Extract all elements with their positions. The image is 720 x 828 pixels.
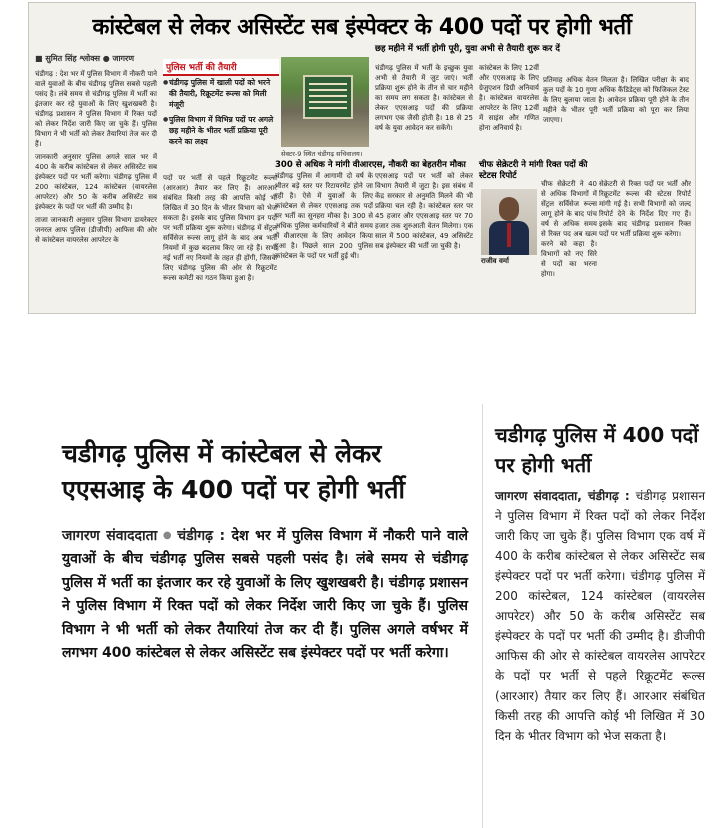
bullet-item: ● पुलिस विभाग में विभिन्न पदों पर अगले छह महीने के भीतर भर्ती प्रक्रिया पूरी करने का लक्ष्य [163, 114, 275, 147]
right-headline: चडीगढ़ पुलिस में 400 पदों पर होगी भर्ती [495, 423, 699, 477]
middle-headline: चडीगढ़ पुलिस में कांस्टेबल से लेकर एएसआइ के 400 पदों पर होगी भर्ती [62, 439, 405, 504]
top-column-7: कांस्टेबल के लिए 12वीं और एएसआइ के लिए ग्रेजुएशन डिग्री अनिवार्य है। कांस्टेबल वायरलेस आपरेटर के लिए 12वीं में साइंस और गणित होना अनिवार्य है। [479, 64, 539, 132]
secretariat-photo [281, 57, 369, 147]
top-headline: कांस्टेबल से लेकर असिस्टेंट सब इंस्पेक्टर के 400 पदों पर होगी भर्ती [92, 15, 632, 40]
top-column-9: सेक्रेटरी से रिक्त पदों पर भर्ती और रिक्रूटमेंट रूल्स की स्टेटस रिपोर्ट मांगी गई है। सभी विभागों को जल्द रिपोर्ट देने के निर्देश दिए गए हैं। इसके बाद चंडीगढ़ प्रशासन रिक्त पदों पर भर्ती प्रक्रिया शुरू करेगा। [599, 180, 691, 238]
top-col1-para: ताजा जानकारी अनुसार पुलिस विभाग डायरेक्टर जनरल आफ पुलिस (डीजीपी) आफिस की ओर से कांस्टेबल वायरलेस आपरेटर के [35, 216, 157, 244]
middle-place: चंडीगढ़ : [177, 527, 226, 544]
highlight-bullets [163, 77, 275, 151]
bullet-item: ● चंडीगढ़ पुलिस में खाली पदों को भरने की तैयारी, रिक्रूटमेंट रूल्स को मिली मंजूरी [163, 77, 275, 110]
person-head [499, 197, 519, 221]
right-body-text: चंडीगढ़ प्रशासन ने पुलिस विभाग में रिक्त पदों को लेकर निर्देश जारी किए जा चुके हैं। पुलिस विभाग एक वर्ष में 400 के करीब कांस्टेबल से लेकर असिस्टेंट सब इंस्पेक्टर पदों पर भर्ती करेगा। चंडीगढ़ पुलिस में 200 कांस्टेबल, 124 कांस्टेबल (वायरलेस आपरेटर) और 50 के करीब असिस्टेंट सब इंस्पेक्टर के पदों पर भर्ती की उम्मीद है। डीजीपी आफिस की ओर से कांस्टेबल वायरलेस आपरेटर के पदों पर भर्ती से पहले रिक्रूटमेंट रूल्स (आरआर) तैयार कर लिए हैं। आरआर संबंधित किसी तरह की आपत्ति कोई भी लिखित में 30 दिन के भीतर विभाग को भेज सकता है। [495, 489, 705, 743]
middle-body-text: देश भर में पुलिस विभाग में नौकरी पाने वाले युवाओं के बीच चंडीगढ़ पुलिस सबसे पहली पसंद है। लंबे समय से चंडीगढ़ पुलिस में भर्ती का इंतजार कर रहे युवाओं के लिए खुशखबरी है। चंडीगढ़ प्रशासन ने पुलिस विभाग में रिक्त पदों को लेकर निर्देश जारी किए जा चुके हैं। पुलिस विभाग ने भी भर्ती को लेकर तैयारियां तेज कर दी हैं। पुलिस अगले वर्षभर में लगभग 400 कांस्टेबल से लेकर असिस्टेंट सब इंस्पेक्टर पदों पर भर्ती करेगा। [62, 527, 469, 662]
right-body [483, 480, 715, 746]
person-photo [481, 189, 537, 255]
subheading-chief-secretary: चीफ सेक्रेटरी ने मांगी रिक्त पदों की स्टेटस रिपोर्ट [479, 160, 588, 181]
top-column-4: एएसआइ पदों पर भर्ती को लेकर विभाग तैयारी में जुटा है। इस संबंध में केंद्र सरकार से अनुमति मिलने की भी प्रक्रिया चल रही है। कांस्टेबल स्तर पर 45 हजार और एएसआइ स्तर पर 70 हजार तक शुरुआती वेतन मिलेगा। एक साल में 500 कांस्टेबल, 49 असिस्टेंट सब इंस्पेक्टर की भर्ती जा चुकी है। [375, 172, 473, 250]
person-tie [507, 223, 511, 247]
top-column-6: चंडीगढ़ पुलिस में भर्ती के इच्छुक युवा अभी से तैयारी में जुट जाएं। भर्ती प्रक्रिया शुरू होने के तीन से चार महीने का समय लग सकता है। कांस्टेबल से लेकर एएसआइ पदों की प्रक्रिया लगभग एक जैसी होती है। 18 से 25 वर्ष के युवा आवेदन कर सकेंगे। [375, 64, 473, 132]
top-column-8: चीफ सेक्रेटरी ने 40 से अधिक विभागों में सेंट्रल सर्विसेज रूल्स लागू होने के बाद पांच वर्ष से अधिक समय से रिक्त पद अब खत्म करने को कहा है। विभागों को नए सिरे से पदों का भरना होगा। [541, 180, 597, 278]
top-news-clipping [28, 2, 696, 314]
top-column-3: चंडीगढ़ पुलिस में आगामी दो वर्ष के भीतर बड़े स्तर पर रिटायरमेंट होने जा रही है। ऐसे में युवाओं के लिए कांस्टेबल से लेकर एएसआइ तक पदों पर भर्ती का सुनहरा मौका है। 300 से अधिक पुलिस कर्मचारियों ने बीते समय में वीआरएस के लिए आवेदन किया हुआ है। पिछले साल 200 पुलिस कांस्टेबल के पदों पर भर्ती हुई थी। [275, 172, 373, 260]
right-news-clipping [482, 404, 715, 828]
dot-separator-icon: ● [161, 530, 174, 541]
building-sign-icon [303, 75, 353, 119]
top-byline: ■ सुमित सिंह श्लोक्स ● जागरण [35, 54, 135, 63]
person-name: राजीव वर्मा [481, 257, 509, 265]
photo-caption: सेक्टर-9 स्थित चंडीगढ़ सचिवालय। [281, 150, 363, 158]
middle-news-clipping [58, 420, 472, 780]
subheading-six-months: छह महीने में भर्ती होगी पूरी, युवा अभी से तैयारी शुरू कर दें [375, 44, 560, 54]
middle-byline: जागरण संवाददाता [62, 527, 158, 544]
middle-body [58, 524, 472, 666]
right-byline: जागरण संवाददाता, चंडीगढ़ : [495, 489, 630, 503]
side-heading: पुलिस भर्ती की तैयारी [163, 59, 279, 76]
top-col1-para: चंडीगढ़ : देश भर में पुलिस विभाग में नौकरी पाने वाले युवाओं के बीच चंडीगढ़ पुलिस सबसे पहली पसंद है। लंबे समय से चंडीगढ़ पुलिस में भर्ती का इंतजार कर रहे युवाओं के लिए खुशखबरी है। चंडीगढ़ प्रशासन ने पुलिस विभाग में रिक्त पदों को लेकर निर्देश जारी किए जा चुके हैं। पुलिस विभाग ने भी भर्ती को लेकर तैयारियां तेज कर दी हैं। [35, 70, 157, 148]
top-column-5: प्रतिमाह अधिक वेतन मिलता है। लिखित परीक्षा के बाद कुल पदों के 10 गुणा अधिक कैंडिडेट्स को फिजिकल टेस्ट के लिए बुलाया जाता है। आवेदन प्रक्रिया पूरी होने के तीन महीने के भीतर पूरी भर्ती प्रक्रिया को पूरा कर लिया जाएगा। [543, 76, 689, 124]
top-col1-para: जानकारी अनुसार पुलिस अगले साल भर में 400 के करीब कांस्टेबल से लेकर असिस्टेंट सब इंस्पेक्टर पदों पर भर्ती करेगा। चंडीगढ़ पुलिस में 200 कांस्टेबल, 124 कांस्टेबल (वायरलेस आपरेटर) और 50 के करीब असिस्टेंट सब इंस्पेक्टर के पदों पर भर्ती की उम्मीद है। [35, 153, 157, 211]
top-column-2: पदों पर भर्ती से पहले रिक्रूटमेंट रूल्स (आरआर) तैयार कर लिए हैं। आरआर संबंधित किसी तरह की आपत्ति कोई भी लिखित में 30 दिन के भीतर विभाग को भेज सकता है। इसके बाद पुलिस विभाग इन पदों पर भर्ती प्रक्रिया शुरू करेगा। चंडीगढ़ में सेंट्रल सर्विसेज रूल्स लागू होने के बाद अब भर्ती नियमों में कुछ बदलाव किए जा रहे हैं। सभी नई भर्ती नए नियमों के तहत ही होंगी, जिसके लिए चंडीगढ़ पुलिस की ओर से रिक्रूटमेंट रूल्स कमेटी का गठन किया हुआ है। [163, 174, 277, 282]
top-column-1 [35, 69, 157, 307]
subheading-vrs: 300 से अधिक ने मांगी वीआरएस, नौकरी का बेहतरीन मौका [275, 160, 466, 170]
